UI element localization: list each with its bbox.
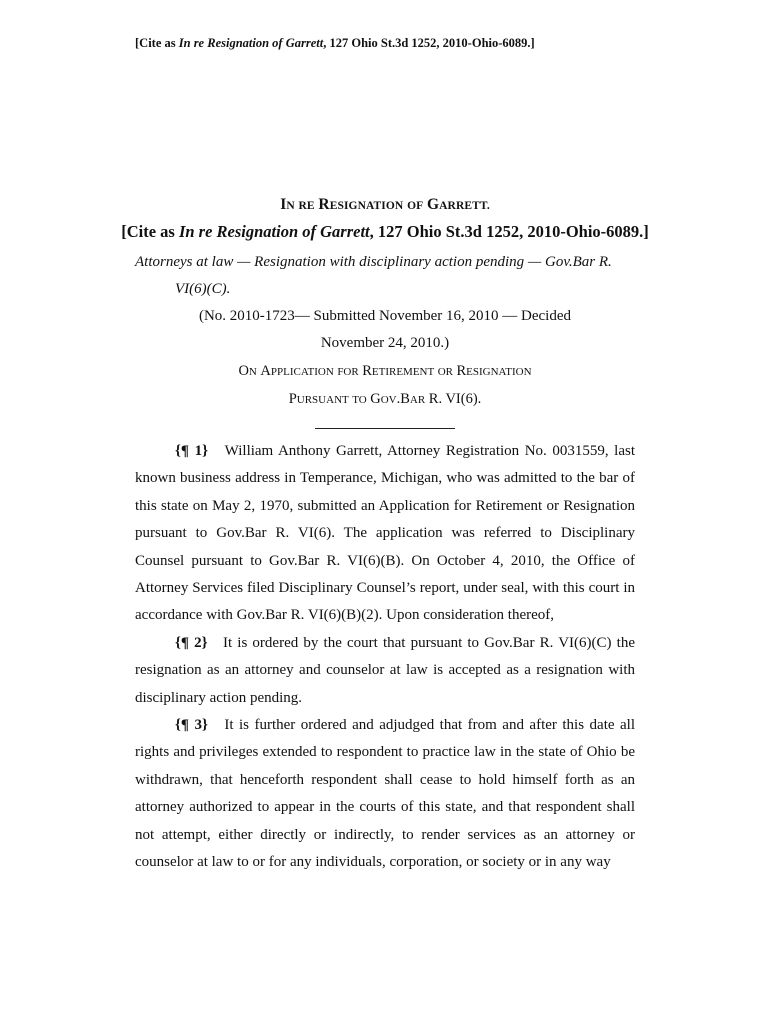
citation-suffix: , 127 Ohio St.3d 1252, 2010-Ohio-6089.] bbox=[369, 222, 649, 241]
syllabus bbox=[135, 249, 635, 303]
paragraph-2 bbox=[135, 630, 635, 712]
paragraph-text: William Anthony Garrett, Attorney Registration No. 0031559, last known business address in Temperance, Michigan, who was admitted to the bar of this state on May 2, 1970, submitted an Application for Retirement or Resignation pursuant to Gov.Bar R. VI(6). The application was referred to Disciplinary Counsel pursuant to Gov.Bar R. VI(6)(B). On October 4, 2010, the Office of Attorney Services filed Disciplinary Counsel’s report, under seal, with this court in accordance with Gov.Bar R. VI(6)(B)(2). Upon consideration thereof, bbox=[135, 443, 636, 624]
citation-prefix: [Cite as bbox=[121, 222, 179, 241]
running-head-citation bbox=[135, 36, 535, 51]
citation-case-name: In re Resignation of Garrett bbox=[178, 222, 370, 241]
running-head-case-name: In re Resignation of Garrett bbox=[178, 36, 324, 50]
case-title: IN RE RESIGNATION OF GARRETT. bbox=[280, 196, 490, 213]
paragraph-3 bbox=[135, 712, 635, 876]
paragraph-text: It is further ordered and adjudged that from and after this date all rights and privileges extended to respondent to practice law in the state of Ohio be withdrawn, that henceforth respondent shall cease to hold himself forth as an attorney authorized to appear in the courts of this state, and that respondent shall not attempt, either directly or indirectly, to render services as an attorney or counselor at law to or for any individuals, corporation, or society or in any way bbox=[135, 717, 636, 871]
paragraph-1 bbox=[135, 438, 635, 630]
opinion-body bbox=[135, 438, 635, 877]
citation-line bbox=[0, 222, 770, 242]
application-line-1: ON APPLICATION FOR RETIREMENT OR RESIGNATION bbox=[238, 363, 532, 379]
docket-info bbox=[0, 303, 770, 357]
docket-line-1: (No. 2010-1723— Submitted November 16, 2010 — Decided bbox=[198, 308, 572, 324]
application-heading bbox=[0, 358, 770, 414]
paragraph-number: {¶ 3} bbox=[175, 717, 208, 734]
section-divider bbox=[315, 428, 455, 429]
paragraph-number: {¶ 1} bbox=[175, 443, 208, 459]
syllabus-line-1: Attorneys at law — Resignation with disciplinary action pending — Gov.Bar R. bbox=[135, 254, 612, 270]
running-head-prefix: [Cite as bbox=[135, 36, 179, 50]
running-head-suffix: , 127 Ohio St.3d 1252, 2010-Ohio-6089.] bbox=[323, 36, 535, 50]
paragraph-number: {¶ 2} bbox=[175, 634, 208, 651]
paragraph-text: It is ordered by the court that pursuant to Gov.Bar R. VI(6)(C) the resignation as an attorney and counselor at law is accepted as a resignation with disciplinary action pending. bbox=[135, 634, 635, 706]
syllabus-line-2: VI(6)(C). bbox=[175, 281, 231, 297]
application-line-2: PURSUANT TO GOV.BAR R. VI(6). bbox=[288, 391, 482, 407]
docket-line-2: November 24, 2010.) bbox=[320, 335, 450, 351]
